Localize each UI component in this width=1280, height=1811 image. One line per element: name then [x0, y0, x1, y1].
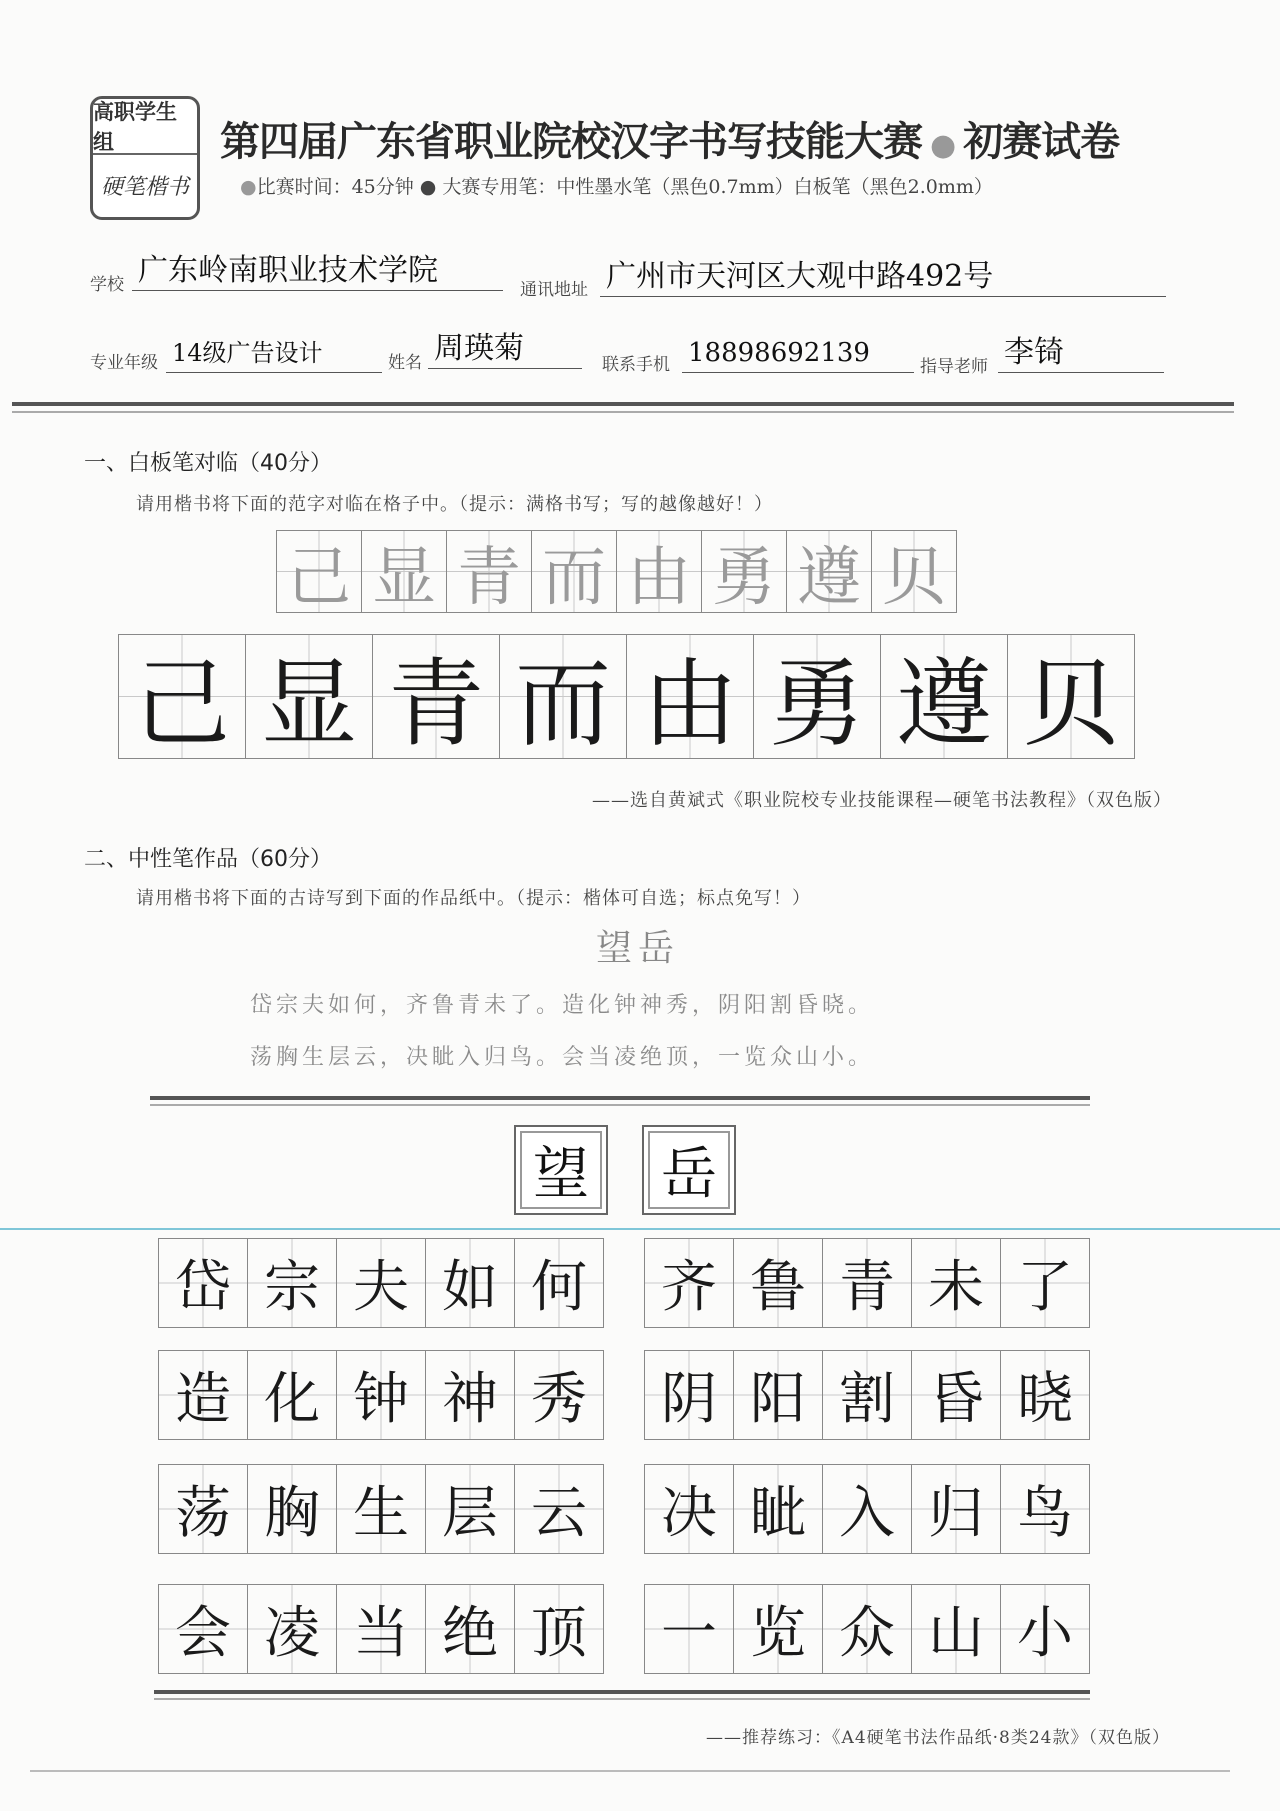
teacher-field[interactable]: 李锜: [998, 334, 1164, 373]
address-field[interactable]: 广州市天河区大观中路492号: [600, 258, 1166, 297]
work-char-cell[interactable]: 云: [515, 1465, 604, 1554]
group-badge: [90, 96, 200, 220]
work-row-left[interactable]: [158, 1584, 604, 1674]
section1-source: ——选自黄斌式《职业院校专业技能课程—硬笔书法教程》（双色版）: [592, 790, 1172, 811]
work-char-cell[interactable]: 秀: [515, 1351, 604, 1440]
header-divider-thin: [12, 411, 1234, 413]
model-char: 青: [447, 531, 532, 613]
subtitle-bullet: ●: [240, 176, 257, 198]
footer-divider: [30, 1770, 1230, 1772]
model-char: 显: [362, 531, 447, 613]
work-char-cell[interactable]: 鸟: [1001, 1465, 1090, 1554]
work-row-right[interactable]: [644, 1584, 1090, 1674]
work-char-cell[interactable]: 当: [337, 1585, 426, 1674]
work-char-cell[interactable]: 会: [159, 1585, 248, 1674]
work-row-left[interactable]: [158, 1350, 604, 1440]
work-char-cell[interactable]: 胸: [248, 1465, 337, 1554]
work-char-cell[interactable]: 小: [1001, 1585, 1090, 1674]
copy-char-cell[interactable]: 由: [627, 635, 754, 759]
major-field[interactable]: 14级广告设计: [166, 334, 382, 373]
section2-title: 二、中性笔作品（60分）: [84, 847, 332, 872]
title-tail: 初赛试卷: [963, 119, 1120, 165]
work-char-cell[interactable]: 阴: [645, 1351, 734, 1440]
work-char-cell[interactable]: 神: [426, 1351, 515, 1440]
poem-title: 望岳: [596, 928, 681, 969]
exam-rules: [240, 172, 993, 199]
work-char-cell[interactable]: 宗: [248, 1239, 337, 1328]
title-dot: ●: [930, 128, 956, 163]
work-char-cell[interactable]: 钟: [337, 1351, 426, 1440]
model-char: 而: [532, 531, 617, 613]
work-char-cell[interactable]: 何: [515, 1239, 604, 1328]
work-char-cell[interactable]: 归: [912, 1465, 1001, 1554]
header-divider: [12, 402, 1234, 406]
name-label: 姓名: [388, 353, 422, 373]
work-char-cell[interactable]: 山: [912, 1585, 1001, 1674]
work-title-char[interactable]: 岳: [642, 1125, 736, 1215]
footer-recommendation: ——推荐练习：《A4硬笔书法作品纸·8类24款》（双色版）: [706, 1728, 1170, 1748]
work-top-rule-thin: [150, 1104, 1090, 1106]
copy-char-cell[interactable]: 青: [373, 635, 500, 759]
model-char-grid: [276, 530, 957, 613]
page-title: [220, 110, 1119, 167]
teacher-label: 指导老师: [920, 357, 988, 377]
copy-char-cell[interactable]: 己: [119, 635, 246, 759]
work-char-cell[interactable]: 览: [734, 1585, 823, 1674]
work-char-cell[interactable]: 化: [248, 1351, 337, 1440]
work-char-cell[interactable]: 未: [912, 1239, 1001, 1328]
work-char-cell[interactable]: 了: [1001, 1239, 1090, 1328]
copy-char-cell[interactable]: 勇: [754, 635, 881, 759]
section1-title: 一、白板笔对临（40分）: [84, 451, 332, 476]
poem-line: 岱宗夫如何，齐鲁青未了。造化钟神秀，阴阳割昏晓。: [250, 993, 875, 1018]
work-char-cell[interactable]: 夫: [337, 1239, 426, 1328]
copy-char-cell[interactable]: 而: [500, 635, 627, 759]
address-label: 通讯地址: [520, 280, 588, 300]
model-char: 贝: [872, 531, 957, 613]
phone-label: 联系手机: [602, 355, 670, 375]
work-char-cell[interactable]: 绝: [426, 1585, 515, 1674]
work-char-cell[interactable]: 晓: [1001, 1351, 1090, 1440]
work-char-cell[interactable]: 众: [823, 1585, 912, 1674]
title-main: 第四届广东省职业院校汉字书写技能大赛: [220, 119, 922, 165]
work-title-char[interactable]: 望: [514, 1125, 608, 1215]
work-char-cell[interactable]: 造: [159, 1351, 248, 1440]
copy-char-grid[interactable]: [118, 634, 1135, 759]
work-char-cell[interactable]: 顶: [515, 1585, 604, 1674]
model-char: 由: [617, 531, 702, 613]
work-row-right[interactable]: [644, 1238, 1090, 1328]
work-char-cell[interactable]: 荡: [159, 1465, 248, 1554]
badge-group-label: 高职学生组: [93, 99, 197, 155]
school-field[interactable]: 广东岭南职业技术学院: [132, 252, 503, 291]
copy-char-cell[interactable]: 贝: [1008, 635, 1135, 759]
work-char-cell[interactable]: 青: [823, 1239, 912, 1328]
model-char: 遵: [787, 531, 872, 613]
work-char-cell[interactable]: 层: [426, 1465, 515, 1554]
work-char-cell[interactable]: 昏: [912, 1351, 1001, 1440]
work-char-cell[interactable]: 齐: [645, 1239, 734, 1328]
work-char-cell[interactable]: 如: [426, 1239, 515, 1328]
work-char-cell[interactable]: 入: [823, 1465, 912, 1554]
work-char-cell[interactable]: 生: [337, 1465, 426, 1554]
work-char-cell[interactable]: 凌: [248, 1585, 337, 1674]
work-bottom-rule-thin: [154, 1698, 1090, 1700]
work-row-left[interactable]: [158, 1238, 604, 1328]
name-field[interactable]: 周瑛菊: [428, 330, 582, 369]
work-top-rule: [150, 1096, 1090, 1100]
badge-style-label: 硬笔楷书: [100, 174, 189, 200]
school-label: 学校: [90, 275, 124, 295]
subtitle-text: 比赛时间：45分钟 ● 大赛专用笔：中性墨水笔（黑色0.7mm）白板笔（黑色2.0mm）: [256, 176, 993, 198]
copy-char-cell[interactable]: 遵: [881, 635, 1008, 759]
work-bottom-rule: [154, 1690, 1090, 1694]
copy-char-cell[interactable]: 显: [246, 635, 373, 759]
work-char-cell[interactable]: 眦: [734, 1465, 823, 1554]
work-char-cell[interactable]: 割: [823, 1351, 912, 1440]
major-label: 专业年级: [90, 353, 158, 373]
section2-instruction: 请用楷书将下面的古诗写到下面的作品纸中。（提示：楷体可自选；标点免写！）: [136, 888, 811, 909]
work-char-cell[interactable]: 阳: [734, 1351, 823, 1440]
model-char: 勇: [702, 531, 787, 613]
work-row-right[interactable]: [644, 1464, 1090, 1554]
model-char: 己: [277, 531, 362, 613]
section1-instruction: 请用楷书将下面的范字对临在格子中。（提示：满格书写；写的越像越好！）: [136, 494, 773, 515]
work-row-left[interactable]: [158, 1464, 604, 1554]
scan-edge-line: [0, 1228, 1280, 1230]
phone-field[interactable]: 18898692139: [682, 334, 914, 373]
work-char-cell[interactable]: 岱: [159, 1239, 248, 1328]
work-row-right[interactable]: [644, 1350, 1090, 1440]
poem-line: 荡胸生层云，决眦入归鸟。会当凌绝顶，一览众山小。: [250, 1045, 875, 1070]
work-char-cell[interactable]: 鲁: [734, 1239, 823, 1328]
work-char-cell[interactable]: 一: [645, 1585, 734, 1674]
work-char-cell[interactable]: 决: [645, 1465, 734, 1554]
